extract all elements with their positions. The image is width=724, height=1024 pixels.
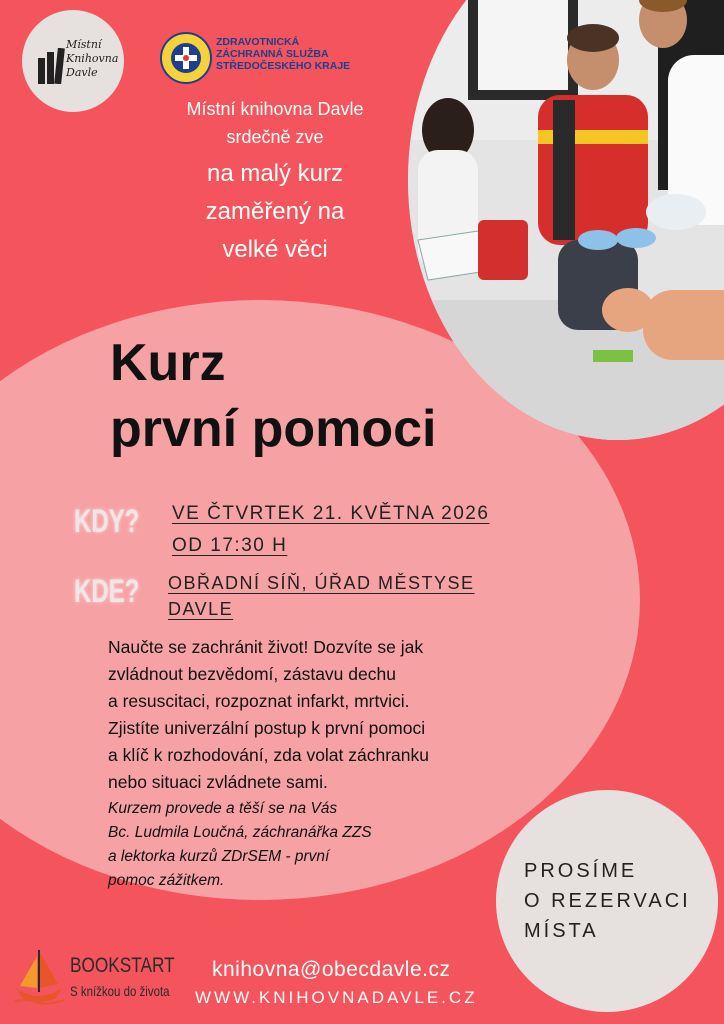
where-label: KDE? xyxy=(74,573,140,609)
bookstart-title: BOOKSTART xyxy=(70,954,175,977)
page-title: Kurz první pomoci xyxy=(110,334,437,458)
course-description: Naučte se zachránit život! Dozvíte se jak zvládnout bezvědomí, zástavu dechu a resuscitaci, rozpoznat infarkt, mrtvici. Zjistíte univerzální postup k první pomoci a klíč k rozhodování, zda volat záchranku nebo situaci zvládnete sami. xyxy=(108,637,430,792)
bookstart-boat-icon xyxy=(10,948,68,1008)
when-label: KDY? xyxy=(74,503,140,539)
library-logo-text: Místní Knihovna Davle xyxy=(66,38,119,79)
lecturer-info: Kurzem provede a těší se na Vás Bc. Ludmila Loučná, záchranářka ZZS a lektorka kurzů ZDrSEM - první pomoc zážitkem. xyxy=(108,800,372,889)
where-value: OBŘADNÍ SÍŇ, ÚŘAD MĚSTYSE DAVLE xyxy=(168,573,475,619)
books-icon xyxy=(36,48,66,84)
bookstart-subtitle: S knížkou do života xyxy=(70,983,170,999)
zzs-emblem-icon xyxy=(160,32,212,84)
reservation-note: PROSÍME O REZERVACI MÍSTA xyxy=(524,860,691,942)
website-link[interactable]: WWW.KNIHOVNADAVLE.CZ xyxy=(195,988,478,1007)
library-logo xyxy=(22,10,124,112)
intro-text: Místní knihovna Davle srdečně zve na malý kurz zaměřený na velké věci xyxy=(186,99,364,263)
zzs-logo-text: ZDRAVOTNICKÁ ZÁCHRANNÁ SLUŽBA STŘEDOČESKÉHO KRAJE xyxy=(216,36,351,72)
when-value: VE ČTVRTEK 21. KVĚTNA 2026 OD 17:30 H xyxy=(172,503,490,556)
contact-email-link[interactable]: knihovna@obecdavle.cz xyxy=(212,958,451,981)
